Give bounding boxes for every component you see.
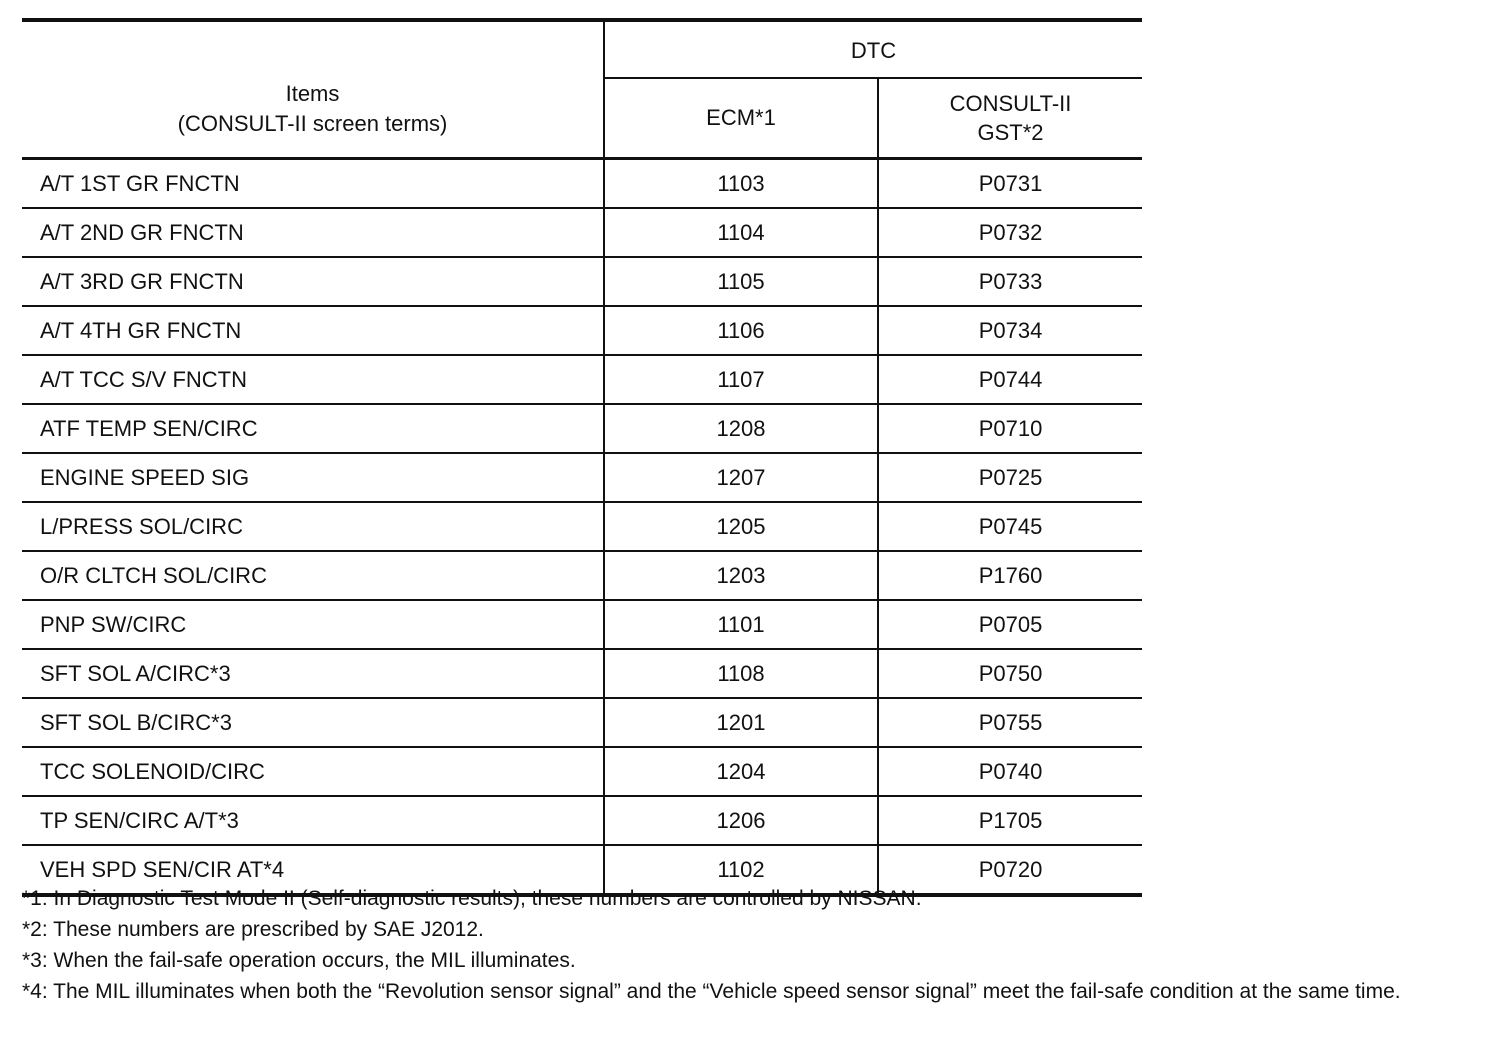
ecm-code-cell: 1108 [604, 649, 878, 698]
item-cell: A/T 4TH GR FNCTN [22, 306, 604, 355]
item-cell: SFT SOL A/CIRC*3 [22, 649, 604, 698]
item-cell: O/R CLTCH SOL/CIRC [22, 551, 604, 600]
items-column-header [22, 20, 604, 159]
gst-code-cell: P0710 [878, 404, 1142, 453]
ecm-column-header: ECM*1 [604, 78, 878, 159]
table-row [22, 404, 1142, 453]
ecm-code-cell: 1201 [604, 698, 878, 747]
ecm-code-cell: 1106 [604, 306, 878, 355]
table-row [22, 208, 1142, 257]
ecm-code-cell: 1204 [604, 747, 878, 796]
footnote-3: *3: When the fail-safe operation occurs, the MIL illuminates. [22, 949, 576, 972]
header-row-top [22, 20, 1142, 78]
table-row [22, 551, 1142, 600]
table-row [22, 600, 1142, 649]
ecm-code-cell: 1203 [604, 551, 878, 600]
ecm-code-cell: 1206 [604, 796, 878, 845]
gst-code-cell: P1760 [878, 551, 1142, 600]
ecm-code-cell: 1207 [604, 453, 878, 502]
ecm-code-cell: 1101 [604, 600, 878, 649]
item-cell: SFT SOL B/CIRC*3 [22, 698, 604, 747]
table-row [22, 355, 1142, 404]
dtc-table [22, 18, 1142, 897]
gst-code-cell: P0745 [878, 502, 1142, 551]
item-cell: VEH SPD SEN/CIR AT*4 [22, 845, 604, 895]
ecm-code-cell: 1205 [604, 502, 878, 551]
gst-code-cell: P0725 [878, 453, 1142, 502]
item-cell: TP SEN/CIRC A/T*3 [22, 796, 604, 845]
table-row [22, 159, 1142, 209]
footnote-1: *1: In Diagnostic Test Mode II (Self-diagnostic results), these numbers are controlled by NISSAN. [22, 887, 922, 910]
gst-code-cell: P1705 [878, 796, 1142, 845]
gst-code-cell: P0744 [878, 355, 1142, 404]
gst-code-cell: P0732 [878, 208, 1142, 257]
footnote-2: *2: These numbers are prescribed by SAE J2012. [22, 918, 484, 941]
table-row [22, 698, 1142, 747]
gst-header-line2: GST*2 [977, 120, 1044, 145]
item-cell: TCC SOLENOID/CIRC [22, 747, 604, 796]
gst-code-cell: P0720 [878, 845, 1142, 895]
ecm-code-cell: 1107 [604, 355, 878, 404]
gst-code-cell: P0705 [878, 600, 1142, 649]
dtc-table-container [22, 18, 1142, 897]
ecm-code-cell: 1208 [604, 404, 878, 453]
items-header-line1: Items [285, 81, 340, 106]
gst-code-cell: P0734 [878, 306, 1142, 355]
gst-code-cell: P0750 [878, 649, 1142, 698]
table-row [22, 453, 1142, 502]
gst-code-cell: P0733 [878, 257, 1142, 306]
footnotes [22, 886, 1462, 1010]
ecm-code-cell: 1104 [604, 208, 878, 257]
items-header-line2: (CONSULT-II screen terms) [177, 111, 448, 136]
item-cell: L/PRESS SOL/CIRC [22, 502, 604, 551]
ecm-code-cell: 1105 [604, 257, 878, 306]
table-row [22, 306, 1142, 355]
ecm-code-cell: 1102 [604, 845, 878, 895]
item-cell: ENGINE SPEED SIG [22, 453, 604, 502]
item-cell: A/T 3RD GR FNCTN [22, 257, 604, 306]
gst-code-cell: P0740 [878, 747, 1142, 796]
table-row [22, 649, 1142, 698]
ecm-code-cell: 1103 [604, 159, 878, 209]
table-row [22, 257, 1142, 306]
item-cell: A/T TCC S/V FNCTN [22, 355, 604, 404]
table-row [22, 502, 1142, 551]
table-row [22, 796, 1142, 845]
gst-header-line1: CONSULT-II [949, 91, 1072, 116]
item-cell: PNP SW/CIRC [22, 600, 604, 649]
dtc-group-header: DTC [604, 20, 1142, 78]
item-cell: ATF TEMP SEN/CIRC [22, 404, 604, 453]
gst-column-header [878, 78, 1142, 159]
table-row [22, 747, 1142, 796]
gst-code-cell: P0731 [878, 159, 1142, 209]
item-cell: A/T 1ST GR FNCTN [22, 159, 604, 209]
footnote-4: *4: The MIL illuminates when both the “Revolution sensor signal” and the “Vehicle speed sensor signal” meet the fail-safe condition at the same time. [22, 980, 1401, 1003]
gst-code-cell: P0755 [878, 698, 1142, 747]
item-cell: A/T 2ND GR FNCTN [22, 208, 604, 257]
